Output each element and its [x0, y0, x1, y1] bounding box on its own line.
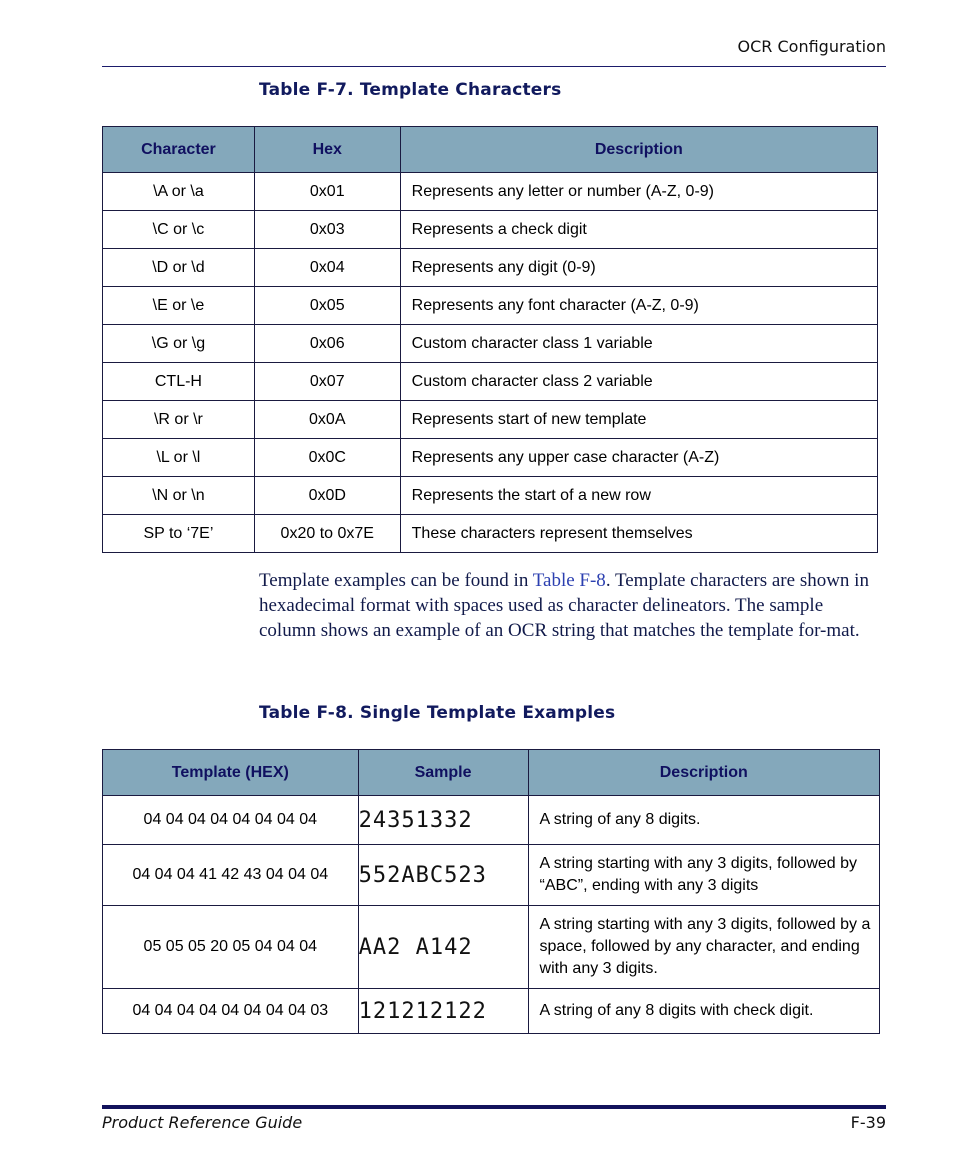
table-row: [103, 796, 880, 845]
template-hex-cell: 04 04 04 04 04 04 04 04: [103, 796, 359, 845]
description-cell: These characters represent themselves: [400, 515, 877, 553]
footer-guide-title: Product Reference Guide: [102, 1113, 303, 1132]
character-cell: \E or \e: [103, 287, 255, 325]
description-cell: Custom character class 1 variable: [400, 325, 877, 363]
description-cell: Represents any font character (A-Z, 0-9): [400, 287, 877, 325]
character-cell: \C or \c: [103, 211, 255, 249]
table-f8-link[interactable]: Table F-8: [532, 570, 606, 591]
column-header-template: Template (HEX): [103, 750, 359, 796]
table-row: [103, 249, 878, 287]
table-row: [103, 363, 878, 401]
description-cell: Represents any letter or number (A-Z, 0-9): [400, 173, 877, 211]
table-row: [103, 401, 878, 439]
template-examples-table: [102, 749, 880, 1034]
table-row: [103, 173, 878, 211]
description-cell: Custom character class 2 variable: [400, 363, 877, 401]
body-paragraph: [259, 568, 884, 643]
table-row: [103, 989, 880, 1034]
hex-cell: 0x20 to 0x7E: [254, 515, 400, 553]
hex-cell: 0x0A: [254, 401, 400, 439]
hex-cell: 0x0D: [254, 477, 400, 515]
description-cell: Represents a check digit: [400, 211, 877, 249]
table-row: [103, 515, 878, 553]
description-cell: A string of any 8 digits.: [528, 796, 879, 845]
hex-cell: 0x05: [254, 287, 400, 325]
table-row: [103, 325, 878, 363]
character-cell: \N or \n: [103, 477, 255, 515]
column-header-description: Description: [528, 750, 879, 796]
table-f7-caption: Table F-7. Template Characters: [259, 80, 562, 100]
table-row: [103, 439, 878, 477]
hex-cell: 0x04: [254, 249, 400, 287]
description-cell: A string of any 8 digits with check digit.: [528, 989, 879, 1034]
description-cell: Represents any upper case character (A-Z): [400, 439, 877, 477]
column-header-hex: Hex: [254, 127, 400, 173]
sample-cell: 121212122: [358, 989, 528, 1034]
description-cell: A string starting with any 3 digits, followed by a space, followed by any character, and ending with any 3 digits.: [528, 906, 879, 989]
character-cell: \R or \r: [103, 401, 255, 439]
character-cell: CTL-H: [103, 363, 255, 401]
hex-cell: 0x06: [254, 325, 400, 363]
sample-cell: 552ABC523: [358, 845, 528, 906]
footer-rule: [102, 1105, 886, 1109]
hex-cell: 0x01: [254, 173, 400, 211]
character-cell: \A or \a: [103, 173, 255, 211]
character-cell: \G or \g: [103, 325, 255, 363]
character-cell: \D or \d: [103, 249, 255, 287]
table-row: [103, 845, 880, 906]
template-hex-cell: 04 04 04 04 04 04 04 04 03: [103, 989, 359, 1034]
paragraph-text-continued: . Template characters are shown in hexadecimal format with spaces used as character delineators. The sample column shows an example of an OCR string that matches the template for-mat.: [259, 570, 869, 641]
page-number: F-39: [850, 1113, 886, 1132]
paragraph-text: Template examples can be found in: [259, 570, 533, 591]
sample-cell: 24351332: [358, 796, 528, 845]
description-cell: Represents start of new template: [400, 401, 877, 439]
hex-cell: 0x07: [254, 363, 400, 401]
table-row: [103, 477, 878, 515]
header-rule: [102, 66, 886, 67]
hex-cell: 0x0C: [254, 439, 400, 477]
column-header-description: Description: [400, 127, 877, 173]
hex-cell: 0x03: [254, 211, 400, 249]
description-cell: A string starting with any 3 digits, followed by “ABC”, ending with any 3 digits: [528, 845, 879, 906]
table-f8-caption: Table F-8. Single Template Examples: [259, 703, 616, 723]
template-characters-table: [102, 126, 878, 553]
character-cell: \L or \l: [103, 439, 255, 477]
column-header-sample: Sample: [358, 750, 528, 796]
description-cell: Represents any digit (0-9): [400, 249, 877, 287]
table-row: [103, 906, 880, 989]
description-cell: Represents the start of a new row: [400, 477, 877, 515]
character-cell: SP to ‘7E’: [103, 515, 255, 553]
running-header: OCR Configuration: [737, 37, 886, 56]
table-row: [103, 287, 878, 325]
table-header-row: [103, 750, 880, 796]
column-header-character: Character: [103, 127, 255, 173]
template-hex-cell: 04 04 04 41 42 43 04 04 04: [103, 845, 359, 906]
table-header-row: [103, 127, 878, 173]
template-hex-cell: 05 05 05 20 05 04 04 04: [103, 906, 359, 989]
sample-cell: AA2 A142: [358, 906, 528, 989]
table-row: [103, 211, 878, 249]
